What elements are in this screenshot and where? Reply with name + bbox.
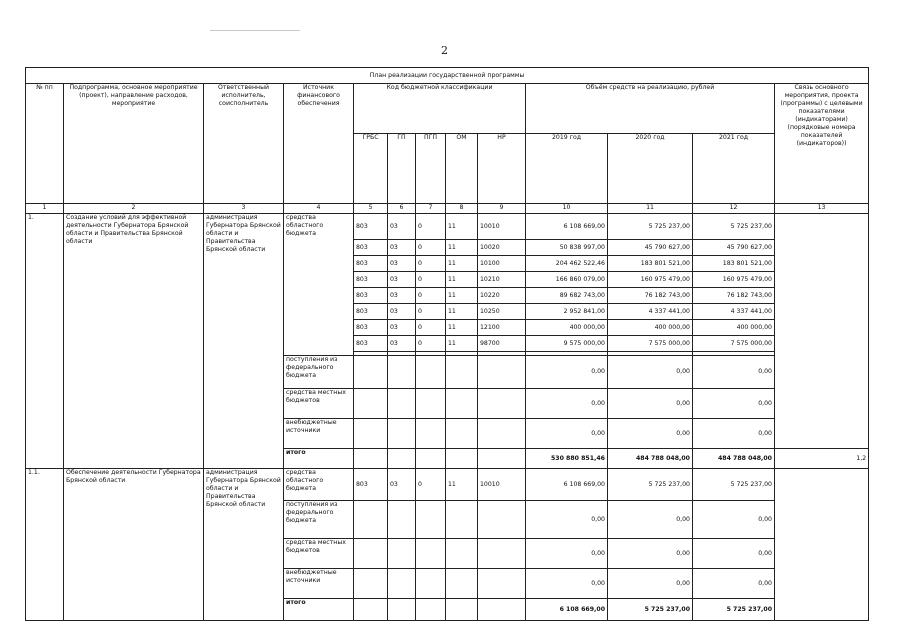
value-2020: 0,00 bbox=[608, 356, 693, 389]
value-2021: 0,00 bbox=[693, 539, 775, 569]
value-2021: 0,00 bbox=[693, 569, 775, 599]
value-2020: 183 801 521,00 bbox=[608, 256, 693, 272]
code-gp: 03 bbox=[388, 320, 416, 336]
value-2021: 0,00 bbox=[693, 356, 775, 389]
value-2020: 5 725 237,00 bbox=[608, 214, 693, 240]
code-om: 11 bbox=[446, 272, 478, 288]
source-local: средства местных бюджетов bbox=[284, 389, 354, 419]
value-2021: 4 337 441,00 bbox=[693, 304, 775, 320]
table-row bbox=[26, 214, 869, 240]
total-2020: 484 788 048,00 bbox=[608, 449, 693, 469]
code-grbs: 803 bbox=[354, 288, 388, 304]
source-federal: поступления из федерального бюджета bbox=[284, 356, 354, 389]
value-2019: 204 462 522,46 bbox=[526, 256, 608, 272]
code-om: 11 bbox=[446, 240, 478, 256]
code-np: 10210 bbox=[478, 272, 526, 288]
code-pgp: 0 bbox=[416, 214, 446, 240]
code-pgp: 0 bbox=[416, 469, 446, 501]
header-budget-code: Код бюджетной классификации bbox=[354, 84, 526, 134]
row-name: Создание условий для эффективной деятельности Губернатора Брянской области и Правительства Брянской области bbox=[64, 214, 204, 469]
header-executor: Ответственный исполнитель, соисполнитель bbox=[204, 84, 284, 204]
value-2020: 160 975 479,00 bbox=[608, 272, 693, 288]
row-executor: администрация Губернатора Брянской области и Правительства Брянской области bbox=[204, 214, 284, 469]
code-pgp: 0 bbox=[416, 272, 446, 288]
row-number: 1.1. bbox=[26, 469, 64, 621]
code-gp: 03 bbox=[388, 469, 416, 501]
total-2020: 5 725 237,00 bbox=[608, 599, 693, 621]
source-extrabudget: внебюджетные источники bbox=[284, 569, 354, 599]
source-extrabudget: внебюджетные источники bbox=[284, 419, 354, 449]
scan-artifact bbox=[210, 30, 300, 31]
code-np: 98700 bbox=[478, 336, 526, 352]
value-2020: 0,00 bbox=[608, 389, 693, 419]
total-2021: 5 725 237,00 bbox=[693, 599, 775, 621]
column-number: 6 bbox=[388, 204, 416, 214]
code-grbs: 803 bbox=[354, 469, 388, 501]
value-2020: 45 790 627,00 bbox=[608, 240, 693, 256]
page-number: 2 bbox=[441, 44, 448, 57]
table-row bbox=[26, 469, 869, 501]
value-2019: 9 575 000,00 bbox=[526, 336, 608, 352]
row-number: 1. bbox=[26, 214, 64, 469]
header-link: Связь основного мероприятия, проекта (программы) с целевыми показателями (индикаторами) (порядковые номера показателей (индикаторов)) bbox=[775, 84, 869, 204]
code-np: 10220 bbox=[478, 288, 526, 304]
link-cell bbox=[775, 469, 869, 621]
code-np: 10100 bbox=[478, 256, 526, 272]
column-number: 2 bbox=[64, 204, 204, 214]
value-2019: 0,00 bbox=[526, 501, 608, 539]
column-number: 9 bbox=[478, 204, 526, 214]
source-regional: средства областного бюджета bbox=[284, 214, 354, 356]
code-pgp: 0 bbox=[416, 320, 446, 336]
code-grbs: 803 bbox=[354, 320, 388, 336]
value-2021: 5 725 237,00 bbox=[693, 214, 775, 240]
code-om: 11 bbox=[446, 469, 478, 501]
header-2021: 2021 год bbox=[693, 134, 775, 204]
implementation-plan-table bbox=[25, 67, 869, 621]
value-2020: 0,00 bbox=[608, 501, 693, 539]
value-2020: 4 337 441,00 bbox=[608, 304, 693, 320]
row-name: Обеспечение деятельности Губернатора Брянской области bbox=[64, 469, 204, 621]
total-label: итого bbox=[284, 449, 354, 469]
code-grbs: 803 bbox=[354, 256, 388, 272]
header-2019: 2019 год bbox=[526, 134, 608, 204]
code-gp: 03 bbox=[388, 240, 416, 256]
link-indicators: 1,2 bbox=[775, 449, 869, 469]
code-np: 10010 bbox=[478, 214, 526, 240]
code-pgp: 0 bbox=[416, 256, 446, 272]
code-gp: 03 bbox=[388, 272, 416, 288]
column-number-row bbox=[26, 204, 869, 214]
header-np: НР bbox=[478, 134, 526, 204]
header-volume: Объём средств на реализацию, рублей bbox=[526, 84, 775, 134]
source-local: средства местных бюджетов bbox=[284, 539, 354, 569]
code-om: 11 bbox=[446, 214, 478, 240]
value-2019: 0,00 bbox=[526, 419, 608, 449]
code-grbs: 803 bbox=[354, 336, 388, 352]
header-2020: 2020 год bbox=[608, 134, 693, 204]
value-2020: 400 000,00 bbox=[608, 320, 693, 336]
code-om: 11 bbox=[446, 288, 478, 304]
code-pgp: 0 bbox=[416, 304, 446, 320]
value-2021: 0,00 bbox=[693, 419, 775, 449]
code-pgp: 0 bbox=[416, 240, 446, 256]
total-2019: 6 108 669,00 bbox=[526, 599, 608, 621]
value-2019: 0,00 bbox=[526, 539, 608, 569]
value-2019: 0,00 bbox=[526, 356, 608, 389]
value-2019: 0,00 bbox=[526, 569, 608, 599]
column-number: 1 bbox=[26, 204, 64, 214]
code-pgp: 0 bbox=[416, 288, 446, 304]
value-2021: 45 790 627,00 bbox=[693, 240, 775, 256]
code-gp: 03 bbox=[388, 336, 416, 352]
value-2021: 76 182 743,00 bbox=[693, 288, 775, 304]
link-cell bbox=[775, 214, 869, 449]
column-number: 13 bbox=[775, 204, 869, 214]
header-grbs: ГРБС bbox=[354, 134, 388, 204]
total-label: итого bbox=[284, 599, 354, 621]
header-subprogram: Подпрограмма, основное мероприятие (проект), направление расходов, мероприятие bbox=[64, 84, 204, 204]
header-om: ОМ bbox=[446, 134, 478, 204]
value-2019: 166 860 079,00 bbox=[526, 272, 608, 288]
value-2021: 160 975 479,00 bbox=[693, 272, 775, 288]
table-title: План реализации государственной программы bbox=[26, 68, 869, 84]
header-source: Источник финансового обеспечения bbox=[284, 84, 354, 204]
column-number: 4 bbox=[284, 204, 354, 214]
value-2019: 400 000,00 bbox=[526, 320, 608, 336]
value-2021: 0,00 bbox=[693, 501, 775, 539]
value-2019: 6 108 669,00 bbox=[526, 469, 608, 501]
total-2019: 530 880 851,46 bbox=[526, 449, 608, 469]
code-gp: 03 bbox=[388, 288, 416, 304]
value-2020: 0,00 bbox=[608, 419, 693, 449]
value-2020: 7 575 000,00 bbox=[608, 336, 693, 352]
code-om: 11 bbox=[446, 304, 478, 320]
value-2020: 76 182 743,00 bbox=[608, 288, 693, 304]
value-2019: 2 952 841,00 bbox=[526, 304, 608, 320]
code-om: 11 bbox=[446, 320, 478, 336]
code-np: 10250 bbox=[478, 304, 526, 320]
header-num: № пп bbox=[26, 84, 64, 204]
value-2019: 6 108 669,00 bbox=[526, 214, 608, 240]
header-pgp: ПГП bbox=[416, 134, 446, 204]
value-2021: 5 725 237,00 bbox=[693, 469, 775, 501]
value-2021: 400 000,00 bbox=[693, 320, 775, 336]
value-2021: 0,00 bbox=[693, 389, 775, 419]
source-regional: средства областного бюджета bbox=[284, 469, 354, 501]
value-2020: 0,00 bbox=[608, 539, 693, 569]
total-2021: 484 788 048,00 bbox=[693, 449, 775, 469]
header-gp: ГП bbox=[388, 134, 416, 204]
code-grbs: 803 bbox=[354, 214, 388, 240]
code-pgp: 0 bbox=[416, 336, 446, 352]
column-number: 10 bbox=[526, 204, 608, 214]
code-grbs: 803 bbox=[354, 240, 388, 256]
value-2019: 0,00 bbox=[526, 389, 608, 419]
code-np: 10020 bbox=[478, 240, 526, 256]
code-gp: 03 bbox=[388, 214, 416, 240]
code-gp: 03 bbox=[388, 304, 416, 320]
column-number: 3 bbox=[204, 204, 284, 214]
code-np: 10010 bbox=[478, 469, 526, 501]
column-number: 11 bbox=[608, 204, 693, 214]
value-2019: 50 838 997,00 bbox=[526, 240, 608, 256]
source-federal: поступления из федерального бюджета bbox=[284, 501, 354, 539]
column-number: 5 bbox=[354, 204, 388, 214]
value-2020: 5 725 237,00 bbox=[608, 469, 693, 501]
column-number: 12 bbox=[693, 204, 775, 214]
column-number: 8 bbox=[446, 204, 478, 214]
row-executor: администрация Губернатора Брянской области и Правительства Брянской области bbox=[204, 469, 284, 621]
code-np: 12100 bbox=[478, 320, 526, 336]
value-2020: 0,00 bbox=[608, 569, 693, 599]
code-grbs: 803 bbox=[354, 272, 388, 288]
value-2021: 183 801 521,00 bbox=[693, 256, 775, 272]
code-gp: 03 bbox=[388, 256, 416, 272]
code-om: 11 bbox=[446, 336, 478, 352]
code-grbs: 803 bbox=[354, 304, 388, 320]
value-2019: 89 682 743,00 bbox=[526, 288, 608, 304]
value-2021: 7 575 000,00 bbox=[693, 336, 775, 352]
column-number: 7 bbox=[416, 204, 446, 214]
code-om: 11 bbox=[446, 256, 478, 272]
